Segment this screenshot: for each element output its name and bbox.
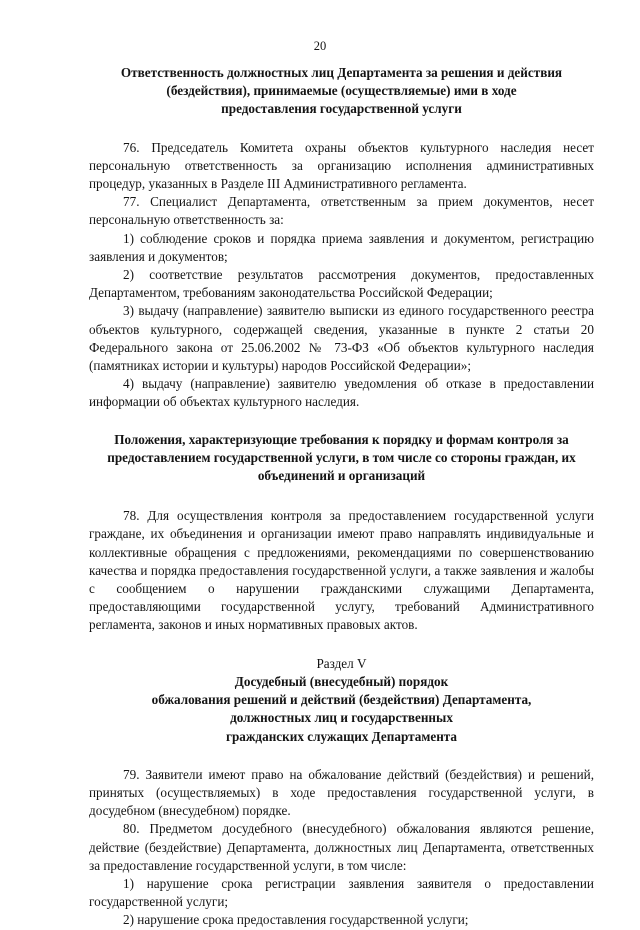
paragraph-78: 78. Для осуществления контроля за предоставлением государственной услуги граждане, их объединения и организации имеют право направлять индивидуальные и коллективные обращения с предложениями, рекомендациями по совершенствованию качества и порядка предоставления государственной услуги, а также заявления и жалобы с сообщением о нарушении гражданскими служащими Департамента, предоставляющими государственной услугу, требований Административного регламента, законов и иных нормативных правовых актов. (89, 508, 594, 633)
paragraph-77-item-4: 4) выдачу (направление) заявителю уведомления об отказе в предоставлении информации об объектах культурного наследия. (89, 376, 594, 410)
heading-line: обжалования решений и действий (бездействия) Департамента, (151, 692, 532, 708)
heading-line: Досудебный (внесудебный) порядок (234, 673, 449, 689)
paragraph-77-item-2: 2) соответствие результатов рассмотрения документов, предоставленных Департаментом, требованиям законодательства Российской Федерации; (89, 267, 594, 301)
heading-line: гражданских служащих Департамента (225, 728, 458, 744)
paragraph-80: 80. Предметом досудебного (внесудебного) обжалования являются решение, действие (бездействие) Департамента, должностных лиц Департамента, ответственных за предоставление государственной услуги, в том числе: (89, 821, 594, 873)
paragraph-77: 77. Специалист Департамента, ответственным за прием документов, несет персональную ответственность за: (89, 194, 594, 228)
heading-line: Ответственность должностных лиц Департамента за решения и действия (120, 65, 563, 80)
heading-line: объединений и организаций (257, 468, 426, 484)
paragraph-76: 76. Председатель Комитета охраны объектов культурного наследия несет персональную ответственность за организацию исполнения административных процедур, указанных в Разделе III Административного регламента. (89, 139, 594, 192)
heading-line: должностных лиц и государственных (230, 710, 453, 726)
heading-responsibility (89, 64, 594, 119)
responsibility-section (89, 139, 594, 412)
page-number: 20 (313, 39, 327, 53)
heading-appeal (89, 673, 594, 746)
section-label: Раздел V (316, 655, 367, 671)
heading-line: (бездействия), принимаемые (осуществляемые) ими в ходе (166, 83, 517, 99)
control-section (89, 507, 594, 634)
heading-line: Положения, характеризующие требования к порядку и формам контроля за (114, 431, 569, 447)
paragraph-80-item-1: 1) нарушение срока регистрации заявления заявителя о предоставлении государственной услуги; (89, 875, 594, 910)
paragraph-79: 79. Заявители имеют право на обжалование действий (бездействия) и решений, принятых (осуществляемых) в ходе предоставления государственной услуги, в досудебном (внесудебном) порядке. (89, 766, 594, 819)
paragraph-80-item-2: 2) нарушение срока предоставления государственной услуги; (123, 912, 469, 928)
heading-line: предоставления государственной услуги (221, 101, 462, 117)
heading-control (89, 431, 594, 486)
document-body (89, 64, 594, 930)
heading-line: предоставлением государственной услуги, в том числе со стороны граждан, их (107, 449, 576, 465)
paragraph-77-item-3: 3) выдачу (направление) заявителю выписки из единого государственного реестра объектов культурного, содержащей сведения, указанные в пункте 2 статьи 20 Федерального закона от 25.06.2002 № 73-ФЗ «Об объектов культурного наследия (памятниках истории и культуры) народов Российской Федерации»; (89, 303, 594, 374)
paragraph-77-item-1: 1) соблюдение сроков и порядка приема заявления и документом, регистрацию заявления и документов; (89, 230, 594, 264)
